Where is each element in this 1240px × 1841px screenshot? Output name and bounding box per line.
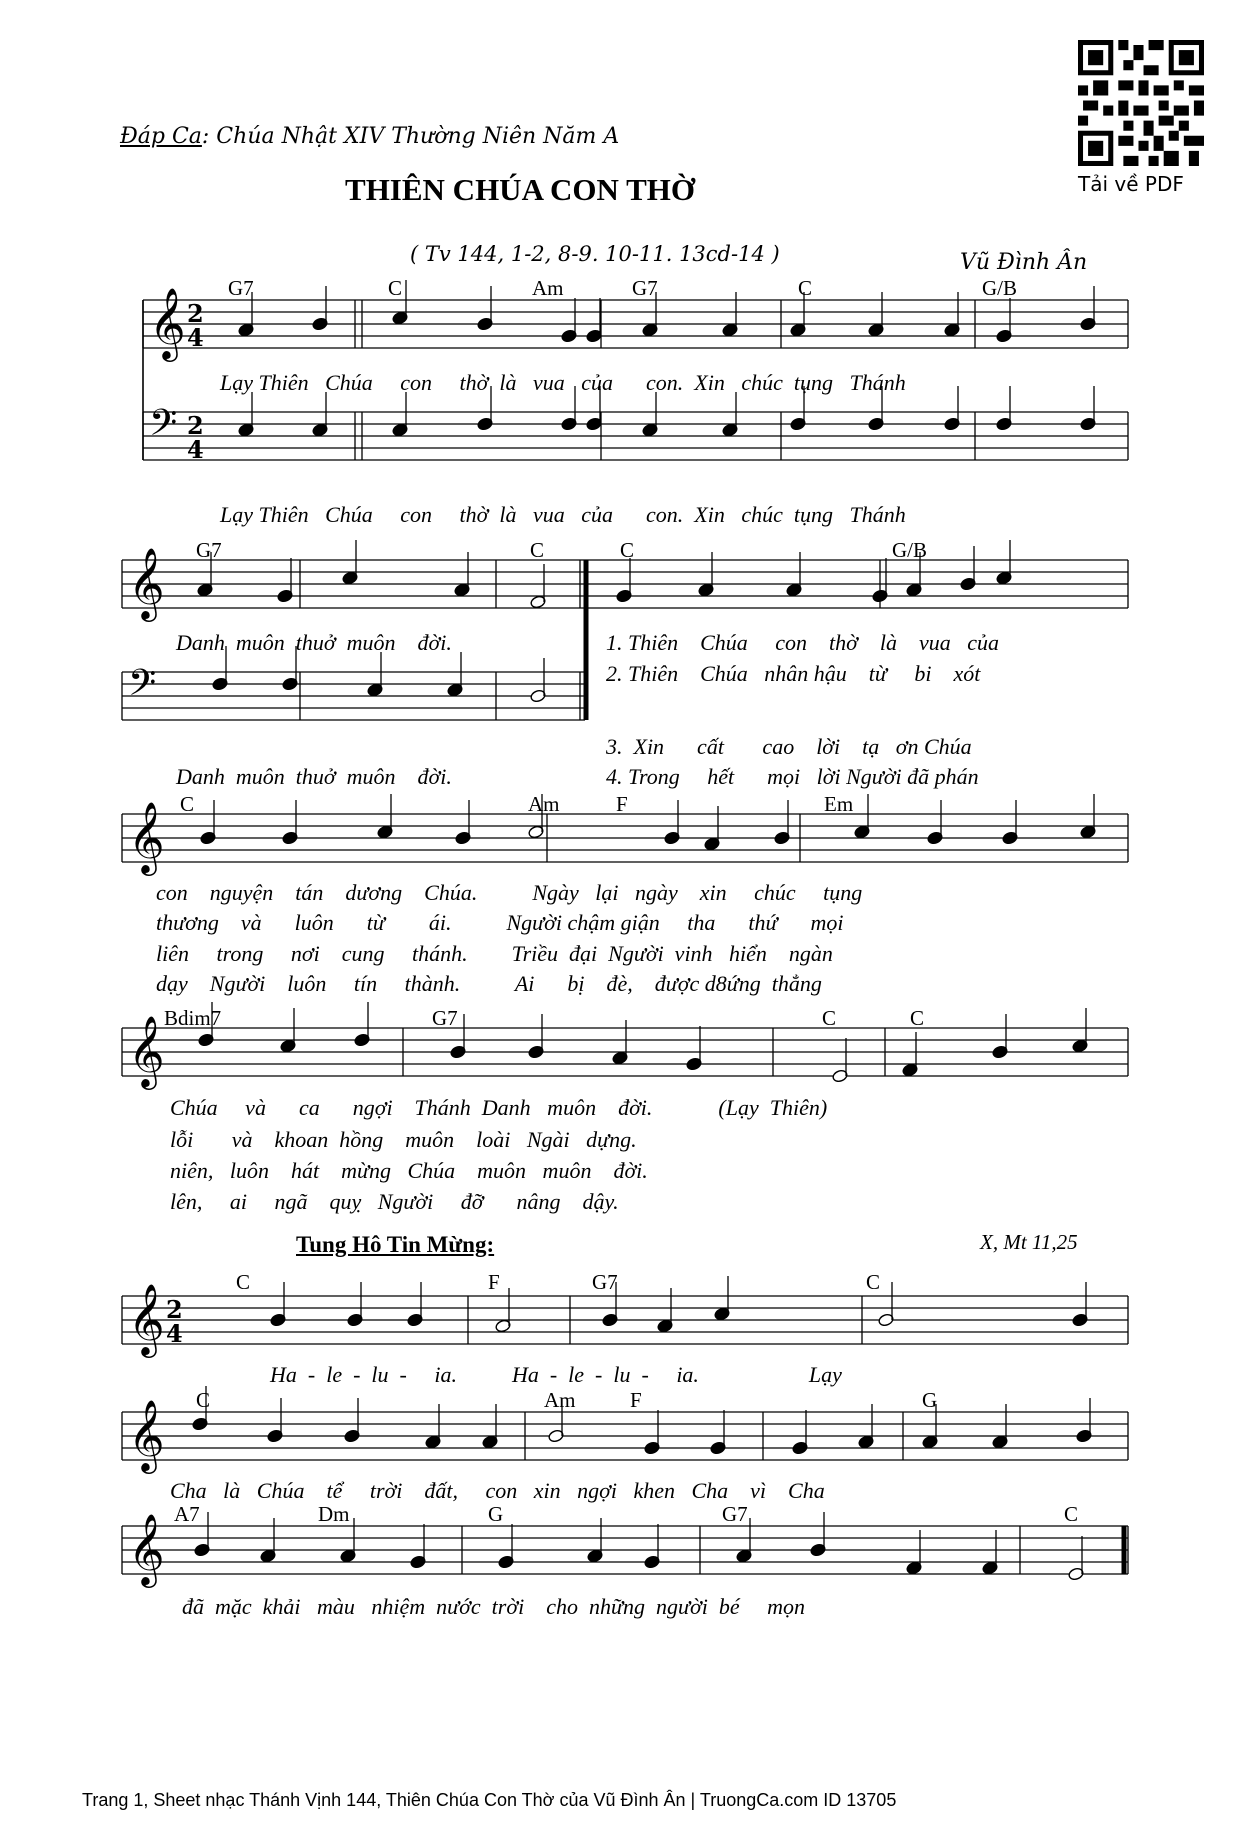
lyric-line: Ha - le - lu - ia. Ha - le - lu - ia. Lạy <box>270 1362 842 1387</box>
chord: Am <box>528 792 560 816</box>
chord: F <box>630 1388 642 1412</box>
chord: Em <box>824 792 854 816</box>
chord: C <box>388 276 403 300</box>
gospel-reference: X, Mt 11,25 <box>980 1230 1078 1254</box>
time-signature: 2 <box>187 299 204 328</box>
chord: G/B <box>982 276 1018 300</box>
verse-4: 4. Trong hết mọi lời Người đã phán <box>606 764 979 789</box>
chord: C <box>530 538 545 562</box>
chord: C <box>196 1388 211 1412</box>
treble-clef-icon: 𝄞 <box>128 1398 165 1471</box>
verse-2: 2. Thiên Chúa nhân hậu từ bi xót <box>606 661 981 686</box>
lyric-line: dạy Người luôn tín thành. Ai bị đè, được d8ứng thẳng <box>156 971 822 996</box>
chord: C <box>910 1006 925 1030</box>
chord: G7 <box>432 1006 458 1030</box>
treble-clef-icon: 𝄞 <box>128 1014 165 1087</box>
composer: Vũ Đình Ân <box>960 250 1088 275</box>
lyric-line: Chúa và ca ngợi Thánh Danh muôn đời. (Lạy Thiên) <box>170 1095 828 1120</box>
lyric-line: niên, luôn hát mừng Chúa muôn muôn đời. <box>170 1158 648 1183</box>
chord: C <box>822 1006 837 1030</box>
lyric-line: con nguyện tán dương Chúa. Ngày lại ngày xin chúc tụng <box>156 880 863 905</box>
page-footer: Trang 1, Sheet nhạc Thánh Vịnh 144, Thiên Chúa Con Thờ của Vũ Đình Ân | TruongCa.com ID 13705 <box>82 1790 897 1810</box>
treble-clef-icon: 𝄞 <box>128 546 165 619</box>
bass-clef-icon: 𝄢 <box>149 402 178 453</box>
chord: C <box>798 276 813 300</box>
time-signature: 4 <box>187 435 204 464</box>
chord: Am <box>544 1388 576 1412</box>
chord: A7 <box>174 1502 200 1526</box>
chord: G7 <box>632 276 658 300</box>
chord: G <box>922 1388 938 1412</box>
lyric-line: Lạy Thiên Chúa con thờ là vua của con. Xin chúc tụng Thánh <box>220 502 906 527</box>
chord: C <box>866 1270 881 1294</box>
chord: G7 <box>228 276 254 300</box>
verse-1: 1. Thiên Chúa con thờ là vua của <box>606 630 1000 655</box>
lyric-line: lỗi và khoan hồng muôn loài Ngài dựng. <box>170 1127 637 1152</box>
lyric-line: liên trong nơi cung thánh. Triều đại Người vinh hiển ngàn <box>156 941 833 966</box>
treble-clef-icon: 𝄞 <box>128 1512 165 1585</box>
chord: C <box>1064 1502 1079 1526</box>
chord: G7 <box>196 538 222 562</box>
chord: Am <box>532 276 564 300</box>
treble-clef-icon: 𝄞 <box>128 800 165 873</box>
lyric-line: Danh muôn thuở muôn đời. <box>176 764 452 789</box>
lyric-line: Cha là Chúa tể trời đất, con xin ngợi khen Cha vì Cha <box>170 1478 825 1503</box>
section-title: Tung Hô Tin Mừng: <box>296 1232 495 1257</box>
bass-clef-icon: 𝄢 <box>128 662 157 713</box>
chord: G/B <box>892 538 928 562</box>
time-signature: 2 <box>166 1295 183 1324</box>
lyric-line: Lạy Thiên Chúa con thờ là vua của con. Xin chúc tụng Thánh <box>220 370 906 395</box>
time-signature: 2 <box>187 411 204 440</box>
song-title: THIÊN CHÚA CON THỜ <box>345 172 695 207</box>
lyric-line: Danh muôn thuở muôn đời. <box>176 630 452 655</box>
lyric-line: thương và luôn từ ái. Người chậm giận tha thứ mọi <box>156 910 844 935</box>
lyric-line: đã mặc khải màu nhiệm nước trời cho những người bé mọn <box>182 1594 805 1619</box>
time-signature: 4 <box>187 323 204 352</box>
download-pdf-link[interactable]: Tải về PDF <box>1078 172 1184 196</box>
chord: Dm <box>318 1502 350 1526</box>
treble-clef-icon: 𝄞 <box>149 286 186 359</box>
chord: F <box>488 1270 500 1294</box>
chord: G7 <box>722 1502 748 1526</box>
lyric-line: lên, ai ngã quỵ Người đỡ nâng dậy. <box>170 1189 619 1214</box>
chord: G7 <box>592 1270 618 1294</box>
chord: C <box>620 538 635 562</box>
time-signature: 4 <box>166 1319 183 1348</box>
verse-3: 3. Xin cất cao lời tạ ơn Chúa <box>606 734 972 759</box>
chord: G <box>488 1502 504 1526</box>
psalm-reference: ( Tv 144, 1-2, 8-9. 10-11. 13cd-14 ) <box>410 242 780 266</box>
chord: F <box>616 792 628 816</box>
chord: C <box>236 1270 251 1294</box>
treble-clef-icon: 𝄞 <box>128 1282 165 1355</box>
responsorial-label: Đáp Ca: Chúa Nhật XIV Thường Niên Năm A <box>120 124 620 149</box>
chord: Bdim7 <box>164 1006 222 1030</box>
chord: C <box>180 792 195 816</box>
